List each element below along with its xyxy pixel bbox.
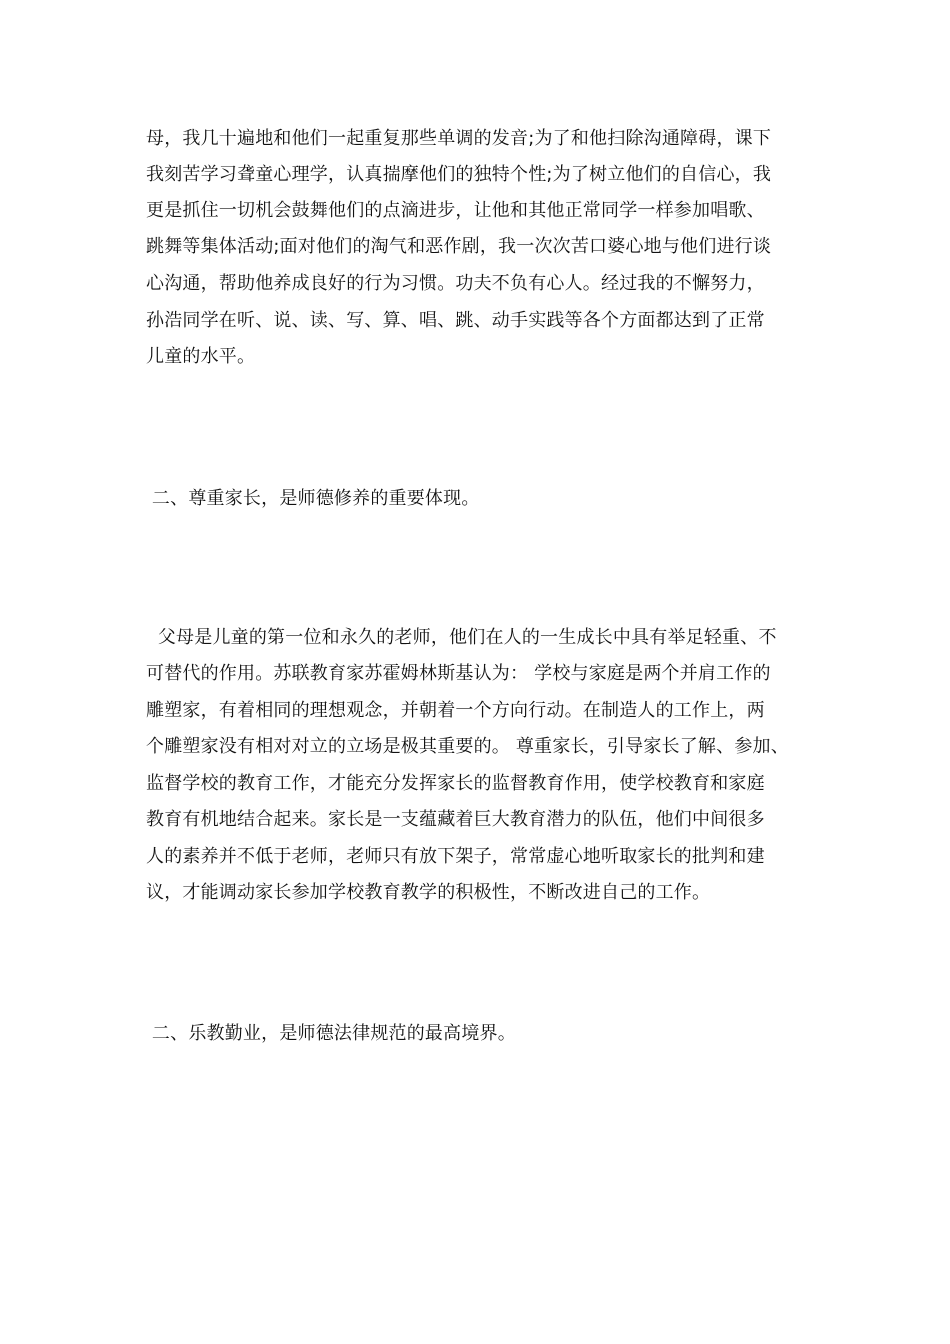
paragraph-2-line-2: 可替代的作用。苏联教育家苏霍姆林斯基认为： 学校与家庭是两个并肩工作的 [146, 663, 771, 684]
paragraph-1-line-3: 更是抓住一切机会鼓舞他们的点滴进步，让他和其他正常同学一样参加唱歌、 [146, 200, 765, 221]
paragraph-1-line-2: 我刻苦学习聋童心理学，认真揣摩他们的独特个性;为了树立他们的自信心，我 [146, 164, 772, 185]
paragraph-2-line-8: 议，才能调动家长参加学校教育教学的积极性，不断改进自己的工作。 [146, 882, 711, 903]
paragraph-2-line-4: 个雕塑家没有相对对立的立场是极其重要的。 尊重家长，引导家长了解、参加、 [146, 736, 789, 757]
paragraph-2-line-1: 父母是儿童的第一位和永久的老师，他们在人的一生成长中具有举足轻重、不 [146, 627, 777, 648]
paragraph-1-line-7: 儿童的水平。 [146, 346, 256, 367]
paragraph-1-line-4: 跳舞等集体活动;面对他们的淘气和恶作剧，我一次次苦口婆心地与他们进行谈 [146, 236, 772, 257]
paragraph-1-line-5: 心沟通，帮助他养成良好的行为习惯。功夫不负有心人。经过我的不懈努力， [146, 273, 765, 294]
paragraph-1-line-6: 孙浩同学在听、说、读、写、算、唱、跳、动手实践等各个方面都达到了正常 [146, 310, 765, 331]
paragraph-2-line-5: 监督学校的教育工作，才能充分发挥家长的监督教育作用，使学校教育和家庭 [146, 773, 765, 794]
paragraph-1-line-1: 母，我几十遍地和他们一起重复那些单调的发音;为了和他扫除沟通障碍，课下 [146, 128, 772, 149]
paragraph-2-line-6: 教育有机地结合起来。家长是一支蕴藏着巨大教育潜力的队伍，他们中间很多 [146, 809, 765, 830]
paragraph-2-line-3: 雕塑家，有着相同的理想观念，并朝着一个方向行动。在制造人的工作上，两 [146, 700, 765, 721]
section-heading-dedication: 二、乐教勤业，是师德法律规范的最高境界。 [146, 1023, 516, 1044]
paragraph-2-line-7: 人的素养并不低于老师，老师只有放下架子，常常虚心地听取家长的批判和建 [146, 846, 765, 867]
section-heading-respect-parents: 二、尊重家长，是师德修养的重要体现。 [146, 488, 480, 509]
